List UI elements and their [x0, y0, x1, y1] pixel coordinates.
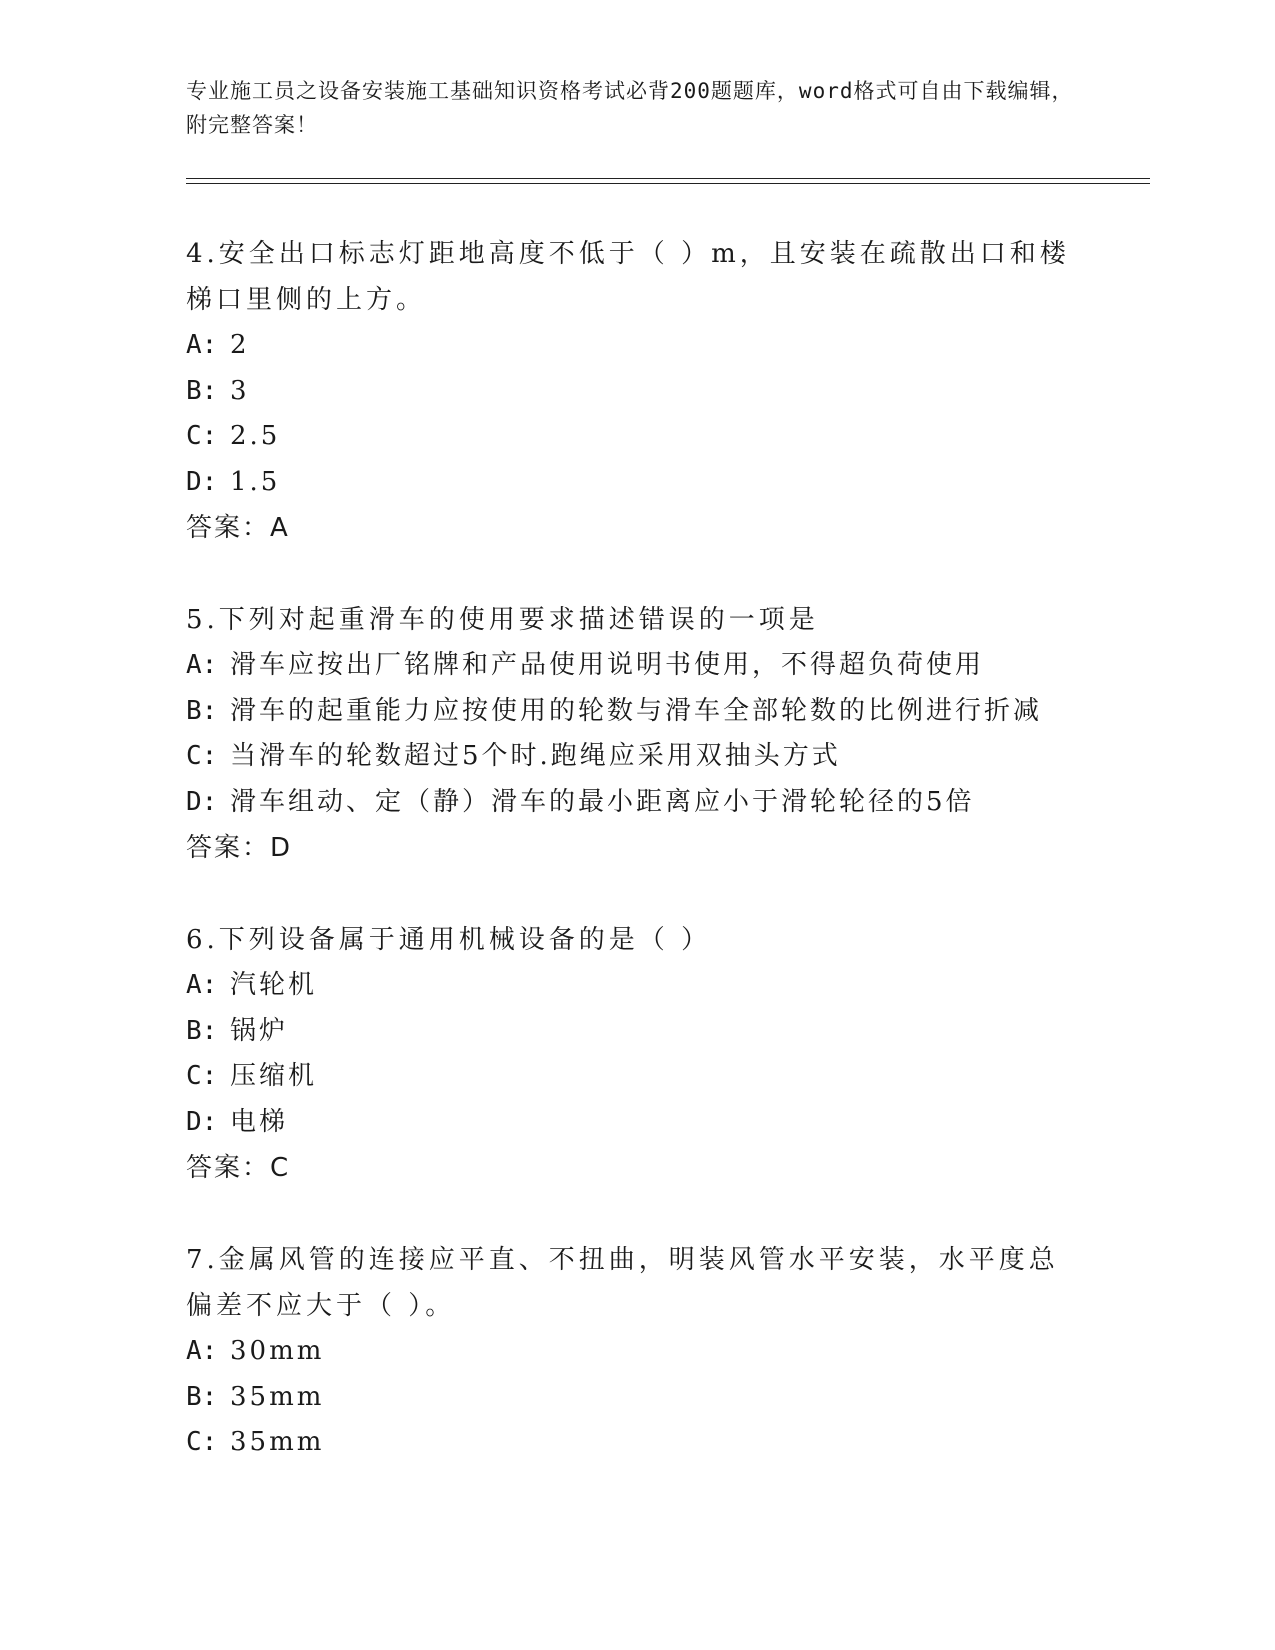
question-item [186, 231, 1086, 551]
option-d [186, 780, 1086, 826]
option-c [186, 734, 1086, 780]
option-text: 滑车组动、定（静）滑车的最小距离应小于滑轮轮径的5倍 [230, 786, 975, 817]
option-b [186, 1375, 1086, 1421]
option-c [186, 1420, 1086, 1466]
option-text: 2 [230, 330, 250, 360]
header-divider-top [186, 178, 1150, 179]
option-label: A: [186, 970, 218, 1000]
option-b [186, 689, 1086, 735]
option-text: 滑车应按出厂铭牌和产品使用说明书使用，不得超负荷使用 [230, 650, 985, 680]
option-label: C: [186, 741, 218, 771]
question-answer: 答案：A [186, 513, 290, 543]
option-label: B: [186, 375, 218, 406]
option-b [186, 369, 1086, 415]
option-label: C: [186, 421, 218, 451]
option-text: 3 [230, 375, 250, 406]
question-answer: 答案：C [186, 1153, 291, 1183]
option-text: 35mm [230, 1381, 325, 1412]
option-text: 当滑车的轮数超过5个时.跑绳应采用双抽头方式 [230, 741, 841, 771]
option-a [186, 963, 1086, 1009]
question-item [186, 917, 1086, 1191]
option-c [186, 414, 1086, 460]
document-header-title: 专业施工员之设备安装施工基础知识资格考试必背200题题库，word格式可自由下载编辑，附完整答案！ [186, 79, 1074, 137]
option-text: 30mm [230, 1336, 325, 1366]
question-stem: 5.下列对起重滑车的使用要求描述错误的一项是 [186, 605, 819, 635]
header-divider-bottom [186, 183, 1150, 184]
question-stem: 7.金属风管的连接应平直、不扭曲，明装风管水平安装，水平度总偏差不应大于（ ）。 [186, 1245, 1059, 1321]
option-label: A: [186, 650, 218, 680]
option-text: 锅炉 [230, 1015, 289, 1046]
question-stem: 4.安全出口标志灯距地高度不低于（ ）m，且安装在疏散出口和楼梯口里侧的上方。 [186, 239, 1070, 315]
option-text: 35mm [230, 1427, 325, 1457]
option-text: 电梯 [230, 1106, 289, 1137]
option-text: 2.5 [230, 421, 281, 451]
option-label: D: [186, 466, 218, 497]
option-label: D: [186, 786, 218, 817]
option-label: B: [186, 1015, 218, 1046]
option-text: 压缩机 [230, 1061, 318, 1091]
question-list [186, 231, 1086, 1512]
option-text: 1.5 [230, 466, 281, 497]
option-a [186, 323, 1086, 369]
option-label: C: [186, 1061, 218, 1091]
option-text: 汽轮机 [230, 970, 318, 1000]
question-item [186, 597, 1086, 871]
option-label: A: [186, 1336, 218, 1366]
option-label: D: [186, 1106, 218, 1137]
option-d [186, 460, 1086, 506]
question-answer: 答案：D [186, 833, 293, 863]
question-item [186, 1237, 1086, 1466]
option-b [186, 1009, 1086, 1055]
option-a [186, 1329, 1086, 1375]
option-label: A: [186, 330, 218, 360]
option-label: C: [186, 1427, 218, 1457]
option-a [186, 643, 1086, 689]
option-c [186, 1054, 1086, 1100]
option-d [186, 1100, 1086, 1146]
option-label: B: [186, 695, 218, 726]
option-text: 滑车的起重能力应按使用的轮数与滑车全部轮数的比例进行折减 [230, 695, 1043, 726]
option-label: B: [186, 1381, 218, 1412]
question-stem: 6.下列设备属于通用机械设备的是（ ） [186, 925, 712, 955]
